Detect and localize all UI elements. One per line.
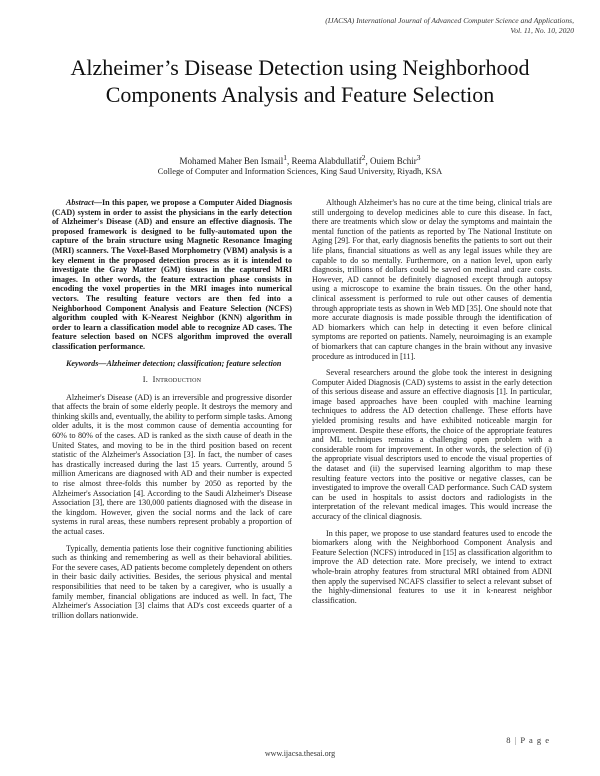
intro-paragraph-5: In this paper, we propose to use standard features used to encode the biomarkers along with the Neighborhood Component Analysis and Feature Selection (NCFS) introduced in [15] as classification algorithm to improve the AD detection rate. More precisely, we intend to extract whole-brain atrophy features from structural MRI obtained from ADNI then apply the supervised NCAFS classifier to select a relevant subset of the highly-dimensional features to use it in k-nearest neighbor classification. <box>312 528 552 605</box>
footer-url: www.ijacsa.thesai.org <box>264 749 336 758</box>
keywords-text: —Alzheimer detection; classification; feature selection <box>98 358 282 368</box>
keywords <box>52 359 292 369</box>
intro-paragraph-4: Several researchers around the globe took the interest in designing Computer Aided Diagnosis (CAD) systems to assist in the early detection of this serious disease and assure an effective diagnosis [1]. In particular, image based approaches have been coupled with machine learning techniques to address the AD detection challenge. These efforts have yielded promising results and have exhibited noticeable margin for improvement. Despite these efforts, the choice of the appropriate features and ML techniques remains a challenging open problem with a considerable room for improvement. In other words, the selection of (i) the appropriate visual descriptors used to encode the visual properties of the dataset and (ii) the supervised learning algorithm to map these resulting feature vectors into the positive or negative classes, can be investigated to improve the overall CAD performance. Such CAD system can be used in hospitals to assist doctors and radiologists in the interpretation of the relevant medical images. This would increase the accuracy of the clinical diagnosis. <box>312 368 552 521</box>
abstract-text: —In this paper, we propose a Computer Aided Diagnosis (CAD) system in order to assist the physicians in the early detection of Alzheimer's Disease (AD) and ensure an effective diagnosis. The proposed framework is designed to be fully-automated upon the capture of the brain structure using Magnetic Resonance Imaging (MRI) scanners. The Voxel-Based Morphometry (VBM) analysis is a key element in the proposed detection process as it is intended to investigate the Gray Matter (GM) tissues in the captured MRI images. In other words, the feature extraction phase consists in encoding the voxel properties in the MRI images into numerical vectors. The resulting feature vectors are then fed into a Neighborhood Component Analysis and Feature Selection (NCFS) algorithm coupled with K-Nearest Neighbor (KNN) algorithm in order to learn a classification model able to recognize AD cases. The feature selection based on NCFS algorithm improved the overall classification performance. <box>52 198 292 351</box>
abstract-lead: Abstract <box>66 198 94 207</box>
author-2-affil: 2 <box>361 153 366 162</box>
affiliation: College of Computer and Information Sciences, King Saud University, Riyadh, KSA <box>157 167 443 176</box>
right-column <box>312 198 552 612</box>
journal-line-1: (IJACSA) International Journal of Advanced Computer Science and Applications, <box>325 16 574 25</box>
title-line-2: Components Analysis and Feature Selection <box>105 82 495 107</box>
left-column <box>52 198 292 627</box>
author-3: Ouiem Bchir <box>369 156 417 166</box>
intro-paragraph-1: Alzheimer's Disease (AD) is an irreversible and progressive disorder that affects the brain of some elderly people. It destroys the memory and thinking skills and, eventually, the ability to perform simple tasks. Among older adults, it is the most common cause of dementia accounting for 60% to 80% of the cases. AD is ranked as the sixth cause of death in the United States, and moving to be in the third position based on recent statistic of the Alzheimer's Association [3]. In fact, the number of cases has drastically increased during the last 15 years. Currently, around 5 million Americans are diagnosed with AD and their number is expected to rise almost three-folds this number by 2050 as reported by the Alzheimer's Association [4]. According to the Saudi Alzheimer's Disease Association [3], there are 130,000 patients diagnosed with the disease in the kingdom. However, given the social norms and the lack of care systems in rural areas, these numbers represent probably a proportion of the actual cases. <box>52 392 292 536</box>
author-1-affil: 1 <box>283 153 287 162</box>
intro-paragraph-2: Typically, dementia patients lose their cognitive functioning abilities such as thinking and remembering as well as their behavioral abilities. For the severe cases, AD patients become completely dependent on others in their basic daily activities. Besides, the serious physical and mental responsibilities that need to be taken by a caregiver, who is usually a family member, financial obligations are induced as well. In fact, The Alzheimer's Association [3] claims that AD's cost exceeds quarter of a trillion dollars nationwide. <box>52 543 292 620</box>
section-heading-introduction: I. Introduction <box>142 375 202 385</box>
author-3-affil: 3 <box>416 153 421 162</box>
paper-title <box>30 54 570 108</box>
author-1: Mohamed Maher Ben Ismail <box>179 156 284 166</box>
title-line-1: Alzheimer’s Disease Detection using Neighborhood <box>70 55 530 80</box>
author-list: Mohamed Maher Ben Ismail$^1$, Reema Alabdullatif$^2$, Ouiem Bchir$^3$ <box>179 153 421 166</box>
page-number: 8 | P a g e <box>506 735 550 745</box>
keywords-lead: Keywords <box>66 358 99 368</box>
intro-paragraph-3: Although Alzheimer's has no cure at the time being, clinical trials are still undergoing to develop medicines able to cure this disease. In fact, there are treatments which slow or delay the symptoms and maintain the mental function of the patients as reported by The National Institute on Aging [29]. For that, early diagnosis benefits the patients to sort out their life plans, financial situations as well as any legal issues while they are capable to do so mentally. Furthermore, on a nation level, upon early diagnosis, trillions of dollars could be saved on medical and care costs. However, AD cannot be definitely diagnosed except through autopsy using a microscope to examine the brain tissues. On the other hand, clinical assessment is performed to rule out other causes of dementia through appropriate tests as shown in Web MD [35]. One should note that more accurate diagnosis is made possible through the identification of AD biomarkers which can help in detecting it even before clinical symptoms are reported on patients. Namely, neuroimaging is an example of biomarkers that can capture changes in the brain without any invasive procedure as introduced in [11]. <box>312 198 552 361</box>
journal-line-2: Vol. 11, No. 10, 2020 <box>510 26 574 35</box>
journal-header <box>244 16 574 36</box>
abstract <box>52 198 292 352</box>
author-2: Reema Alabdullatif <box>291 156 362 166</box>
